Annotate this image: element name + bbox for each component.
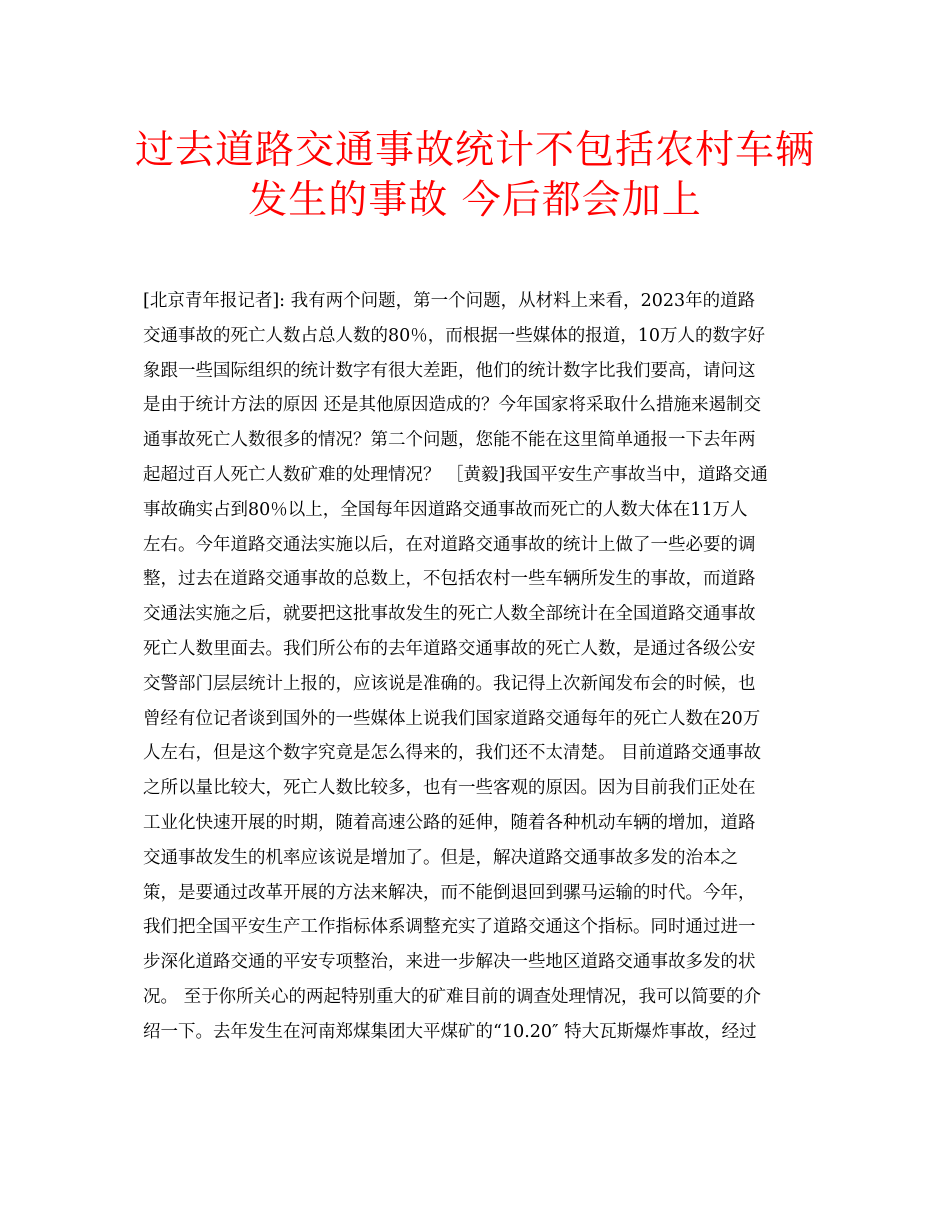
body-line: 起超过百人死亡人数矿难的处理情况？ ［黄毅]我国平安生产事故当中，道路交通 bbox=[143, 464, 768, 485]
body-line: 人左右，但是这个数字究竟是怎么得来的，我们还不太清楚。 目前道路交通事故 bbox=[143, 743, 762, 764]
body-line: 左右。今年道路交通法实施以后，在对道路交通事故的统计上做了一些必要的调 bbox=[143, 534, 756, 555]
body-line: 策，是要通过改革开展的方法来解决，而不能倒退回到骡马运输的时代。今年， bbox=[143, 882, 756, 903]
body-line: 绍一下。去年发生在河南郑煤集团大平煤矿的“10.20″ 特大瓦斯爆炸事故，经过 bbox=[143, 1021, 757, 1042]
body-line: 我们把全国平安生产工作指标体系调整充实了道路交通这个指标。同时通过进一 bbox=[143, 917, 756, 938]
title-line-2: 发生的事故 今后都会加上 bbox=[248, 178, 702, 223]
body-line: 事故确实占到80％以上，全国每年因道路交通事故而死亡的人数大体在11万人 bbox=[143, 499, 748, 520]
body-line: 交通事故的死亡人数占总人数的80％，而根据一些媒体的报道，10万人的数字好 bbox=[143, 325, 766, 346]
body-line: 交通事故发生的机率应该说是增加了。但是，解决道路交通事故多发的治本之 bbox=[143, 847, 738, 868]
body-line: 通事故死亡人数很多的情况？第二个问题，您能不能在这里简单通报一下去年两 bbox=[143, 430, 756, 451]
title-line-1: 过去道路交通事故统计不包括农村车辆 bbox=[134, 128, 815, 173]
body-line: 整，过去在道路交通事故的总数上，不包括农村一些车辆所发生的事故，而道路 bbox=[143, 569, 756, 590]
body-line: 交警部门层层统计上报的，应该说是准确的。我记得上次新闻发布会的时候，也 bbox=[143, 673, 756, 694]
body-line: 况。 至于你所关心的两起特别重大的矿难目前的调查处理情况，我可以简要的介 bbox=[143, 986, 762, 1007]
body-line: 之所以量比较大，死亡人数比较多，也有一些客观的原因。因为目前我们正处在 bbox=[143, 778, 756, 799]
body-line: 工业化快速开展的时期，随着高速公路的延伸，随着各种机动车辆的增加，道路 bbox=[143, 812, 756, 833]
body-line: 是由于统计方法的原因 还是其他原因造成的？今年国家将采取什么措施来遏制交 bbox=[143, 395, 762, 416]
article-body bbox=[143, 284, 813, 1050]
body-line: [北京青年报记者]: 我有两个问题，第一个问题，从材料上来看，2023年的道路 bbox=[143, 291, 756, 311]
body-line: 象跟一些国际组织的统计数字有很大差距，他们的统计数字比我们要高，请问这 bbox=[143, 360, 756, 381]
body-line: 死亡人数里面去。我们所公布的去年道路交通事故的死亡人数，是通过各级公安 bbox=[143, 638, 756, 659]
body-line: 步深化道路交通的平安专项整治，来进一步解决一些地区道路交通事故多发的状 bbox=[143, 952, 756, 973]
page-title bbox=[60, 126, 890, 226]
body-line: 交通法实施之后，就要把这批事故发生的死亡人数全部统计在全国道路交通事故 bbox=[143, 604, 756, 625]
body-line: 曾经有位记者谈到国外的一些媒体上说我们国家道路交通每年的死亡人数在20万 bbox=[143, 708, 761, 729]
